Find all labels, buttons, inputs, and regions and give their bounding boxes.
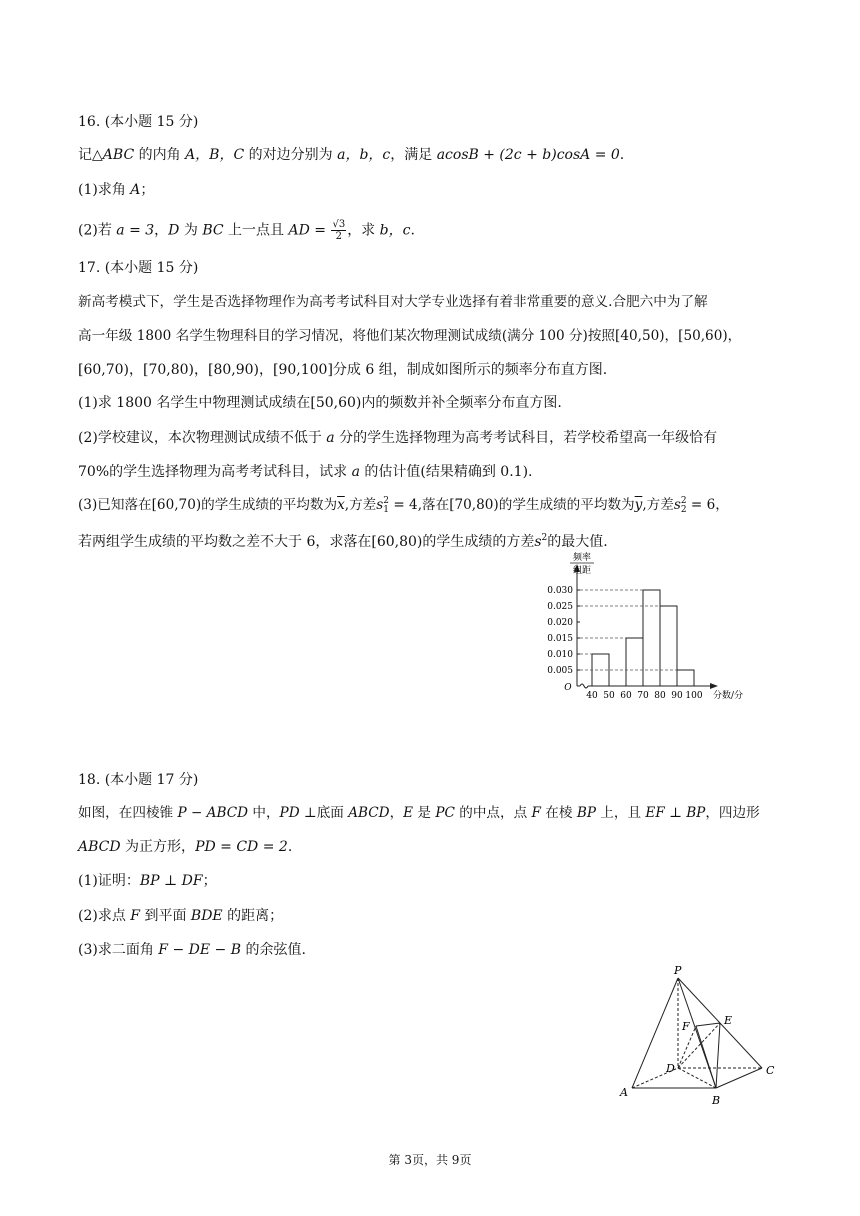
q18-stem-line1: 如图，在四棱锥 P − ABCD 中，PD ⊥底面 ABCD，E 是 PC 的中点，点 F 在棱 BP 上，且 EF ⊥ BP，四边形: [78, 805, 760, 821]
y-tick-label: 0.015: [547, 634, 573, 644]
y-tick-label: 0.025: [547, 602, 573, 612]
q18-part1: (1)证明：BP ⊥ DF；: [78, 873, 217, 889]
x-tick-label: 70: [637, 691, 649, 701]
x-tick-label: 60: [620, 691, 632, 701]
origin-label: O: [564, 683, 572, 693]
q17-stem-line3: [60,70)，[70,80)，[80,90)，[90,100]分成 6 组，制成如图所示的频率分布直方图.: [78, 362, 608, 378]
q17-part3: (3)已知落在[60,70)的学生成绩的平均数为$\overline{x}$,方差s 2 1 = 4,落在[70,80)的学生成绩的平均数为$\overline{y}$,方差s 2 2 = 6，: [78, 495, 729, 515]
edge-BC: [716, 1068, 762, 1088]
x-tick-label: 100: [685, 691, 703, 701]
q16-header: 16. (本小题 15 分): [78, 114, 199, 130]
edge-FB: [696, 1026, 716, 1088]
label-E: E: [724, 1014, 733, 1027]
x-axis-arrow: [710, 683, 718, 689]
q17-part2-line2: 70%的学生选择物理为高考考试科目，试求 a 的估计值(结果精确到 0.1).: [78, 464, 533, 480]
histogram-bar: [677, 670, 694, 686]
histogram-bar: [643, 590, 660, 686]
x-tick-label: 90: [671, 691, 683, 701]
edge-FE: [696, 1023, 720, 1026]
edge-BE: [716, 1023, 720, 1088]
label-P: P: [674, 964, 682, 977]
y-label-bottom: 组距: [572, 566, 592, 576]
y-tick-label: 0.030: [547, 586, 573, 596]
label-A: A: [620, 1086, 628, 1099]
q17-part2: (2)学校建议，本次物理测试成绩不低于 a 分的学生选择物理为高考考试科目，若学校希望高一年级恰有: [78, 430, 718, 446]
y-tick-label: 0.020: [547, 618, 573, 628]
q17-part3-line2: 若两组学生成绩的平均数之差不大于 6，求落在[60,80)的学生成绩的方差$s^2$的最大值.: [78, 533, 608, 550]
q18-header: 18. (本小题 17 分): [78, 772, 199, 788]
x-axis-break: [580, 684, 588, 688]
label-D: D: [666, 1062, 675, 1075]
histogram-bar: [660, 606, 677, 686]
q18-part2: (2)求点 F 到平面 BDE 的距离；: [78, 908, 284, 924]
x-tick-label: 40: [586, 691, 598, 701]
y-label-top: 频率: [572, 553, 592, 563]
q16-stem: 记△ABC 的内角 A，B，C 的对边分别为 a，b，c，满足 acosB + (2c + b)cosA = 0.: [78, 147, 625, 163]
y-tick-label: 0.010: [547, 650, 573, 660]
label-C: C: [766, 1064, 775, 1077]
q17-header: 17. (本小题 15 分): [78, 260, 199, 276]
q16-part1: (1)求角 A；: [78, 182, 155, 198]
x-tick-label: 80: [654, 691, 666, 701]
label-F: F: [682, 1020, 690, 1033]
y-tick-label: 0.005: [547, 666, 573, 676]
q18-stem-line2: ABCD 为正方形，PD = CD = 2.: [78, 839, 293, 855]
q18-part3: (3)求二面角 F − DE − B 的余弦值.: [78, 942, 306, 958]
q16-part2: (2)若 a = 3，D 为 BC 上一点且 AD = $\frac{√3}{2}$ ，求 b，c.: [78, 219, 415, 242]
label-B: B: [712, 1094, 721, 1107]
q17-part1: (1)求 1800 名学生中物理测试成绩在[50,60)内的频数并补全频率分布直方图.: [78, 395, 562, 411]
x-axis-label: 分数/分: [712, 691, 744, 701]
histogram-bar: [626, 638, 643, 686]
q17-stem-line1: 新高考模式下，学生是否选择物理作为高考考试科目对大学专业选择有着非常重要的意义.合肥六中为了解: [78, 294, 708, 310]
q17-stem-line2: 高一年级 1800 名学生物理科目的学习情况，将他们某次物理测试成绩(满分 100 分)按照[40,50)，[50,60)，: [78, 328, 742, 344]
x-tick-label: 50: [603, 691, 615, 701]
page-footer: 第 3页，共 9页: [388, 1153, 472, 1167]
pyramid-figure: [612, 960, 792, 1110]
frequency-histogram: [524, 548, 764, 708]
